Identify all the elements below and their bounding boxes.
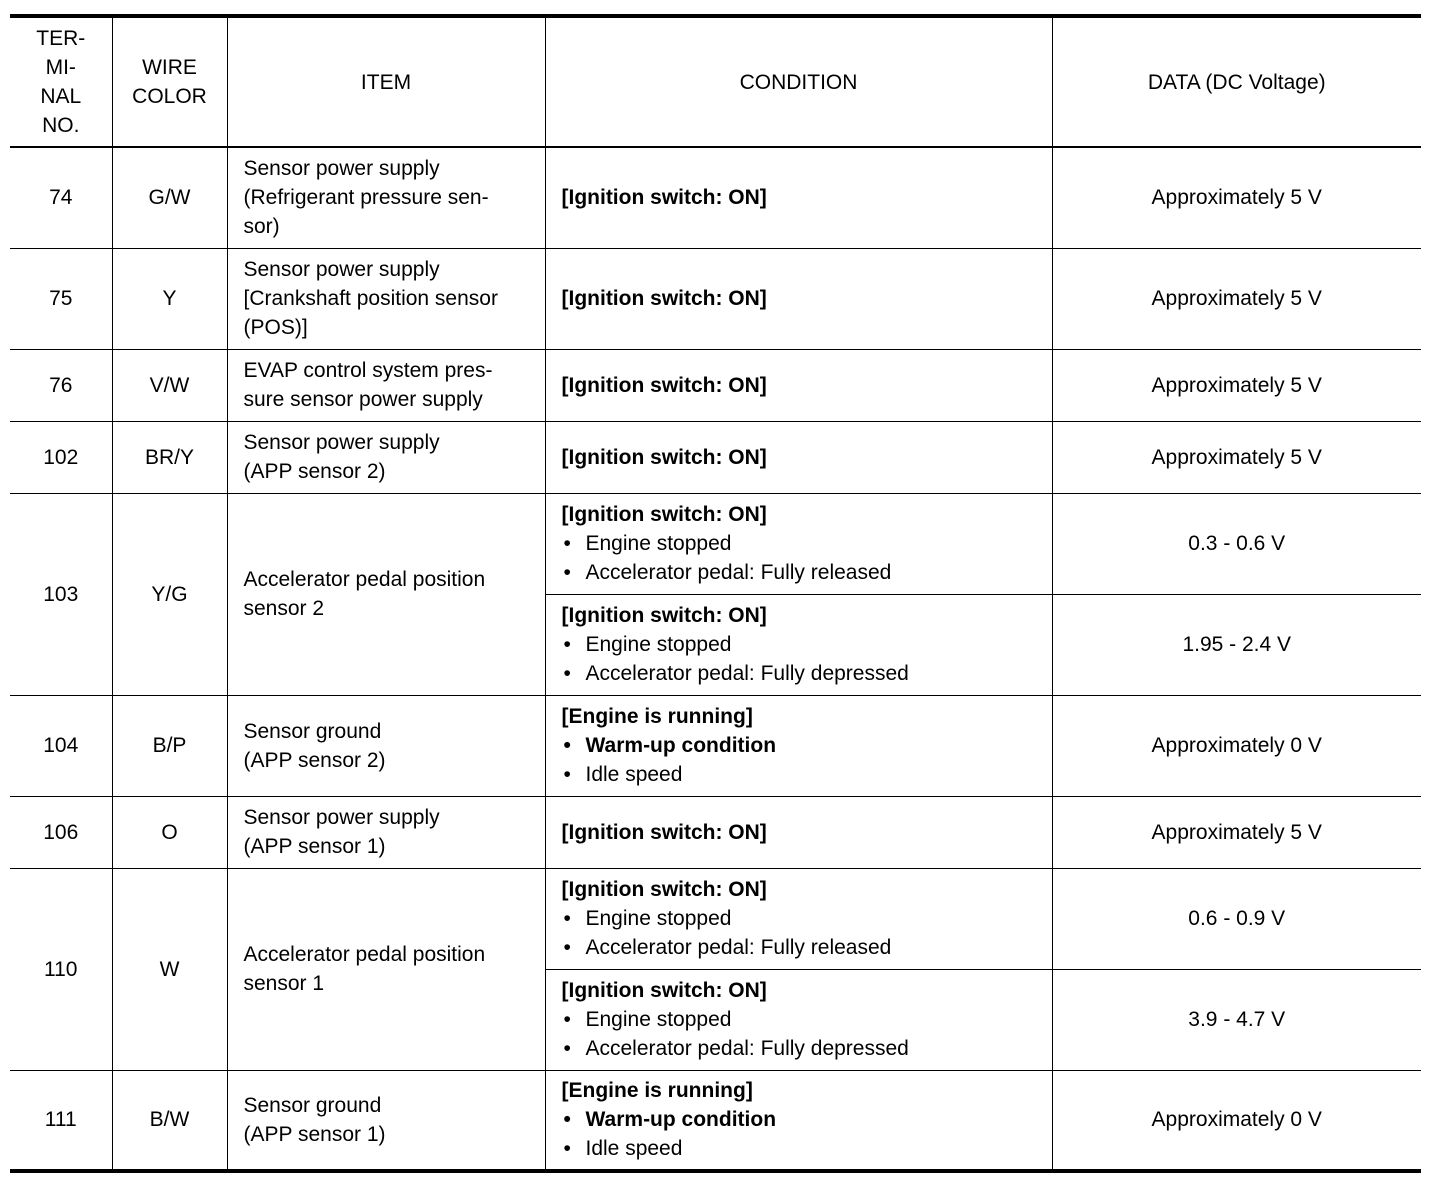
table-row	[10, 493, 1421, 594]
table-body	[10, 147, 1421, 1171]
wire-color: O	[112, 796, 227, 868]
condition-title: [Ignition switch: ON]	[561, 503, 767, 526]
table-row	[10, 868, 1421, 969]
data-voltage: Approximately 5 V	[1052, 248, 1421, 349]
table-row	[10, 248, 1421, 349]
condition-cell	[545, 493, 1052, 594]
condition-title: [Ignition switch: ON]	[561, 820, 767, 844]
wire-color: BR/Y	[112, 421, 227, 493]
data-voltage: Approximately 5 V	[1052, 421, 1421, 493]
item-description: EVAP control system pres- sure sensor power supply	[227, 349, 545, 421]
condition-cell	[545, 594, 1052, 695]
item-description: Accelerator pedal position sensor 1	[227, 868, 545, 1070]
header-condition: CONDITION	[545, 16, 1052, 147]
condition-bullet: • Accelerator pedal: Fully released	[562, 558, 1044, 587]
data-voltage: Approximately 5 V	[1052, 147, 1421, 248]
header-data: DATA (DC Voltage)	[1052, 16, 1421, 147]
data-voltage: Approximately 0 V	[1052, 695, 1421, 796]
condition-bullet: • Engine stopped	[562, 904, 1044, 933]
condition-title: [Ignition switch: ON]	[561, 445, 767, 469]
condition-bullets	[562, 1105, 1044, 1163]
item-description: Sensor power supply (APP sensor 1)	[227, 796, 545, 868]
condition-cell	[545, 421, 1052, 493]
table-row	[10, 421, 1421, 493]
table-row	[10, 1070, 1421, 1171]
condition-bullet: • Engine stopped	[562, 630, 1044, 659]
terminal-number: 103	[10, 493, 112, 695]
terminal-number: 76	[10, 349, 112, 421]
item-description: Sensor power supply [Crankshaft position sensor (POS)]	[227, 248, 545, 349]
terminal-number: 106	[10, 796, 112, 868]
condition-title: [Engine is running]	[561, 705, 753, 728]
terminal-number: 110	[10, 868, 112, 1070]
terminal-number: 104	[10, 695, 112, 796]
header-wire-color: WIRE COLOR	[112, 16, 227, 147]
terminal-number: 111	[10, 1070, 112, 1171]
condition-cell	[545, 1070, 1052, 1171]
condition-bullet: • Engine stopped	[562, 1005, 1044, 1034]
condition-bullet: • Engine stopped	[562, 529, 1044, 558]
condition-cell	[545, 248, 1052, 349]
condition-bullet: • Accelerator pedal: Fully released	[562, 933, 1044, 962]
condition-bullets	[562, 1005, 1044, 1063]
condition-bullets	[562, 529, 1044, 587]
condition-bullet: • Idle speed	[562, 760, 1044, 789]
condition-title: [Ignition switch: ON]	[561, 979, 767, 1002]
condition-bullet: • Accelerator pedal: Fully depressed	[562, 659, 1044, 688]
table-row	[10, 147, 1421, 248]
terminal-number: 74	[10, 147, 112, 248]
data-voltage: Approximately 5 V	[1052, 796, 1421, 868]
condition-bullet: • Warm-up condition	[562, 1105, 1044, 1134]
item-description: Sensor ground (APP sensor 2)	[227, 695, 545, 796]
wire-color: Y/G	[112, 493, 227, 695]
data-voltage: 0.3 - 0.6 V	[1052, 493, 1421, 594]
condition-bullets	[562, 731, 1044, 789]
wire-color: V/W	[112, 349, 227, 421]
condition-bullet: • Accelerator pedal: Fully depressed	[562, 1034, 1044, 1063]
condition-cell	[545, 349, 1052, 421]
condition-title: [Ignition switch: ON]	[561, 878, 767, 901]
wire-color: B/W	[112, 1070, 227, 1171]
header-terminal: TER- MI- NAL NO.	[10, 16, 112, 147]
condition-cell	[545, 969, 1052, 1070]
condition-title: [Ignition switch: ON]	[561, 373, 767, 397]
table-row	[10, 796, 1421, 868]
item-description: Sensor power supply (Refrigerant pressure sen- sor)	[227, 147, 545, 248]
condition-cell	[545, 796, 1052, 868]
item-description: Sensor ground (APP sensor 1)	[227, 1070, 545, 1171]
condition-cell	[545, 695, 1052, 796]
condition-title: [Engine is running]	[561, 1079, 753, 1103]
data-voltage: 3.9 - 4.7 V	[1052, 969, 1421, 1070]
wire-color: B/P	[112, 695, 227, 796]
header-row	[10, 16, 1421, 147]
table-row	[10, 349, 1421, 421]
condition-bullets	[562, 630, 1044, 688]
condition-title: [Ignition switch: ON]	[561, 287, 767, 310]
header-item: ITEM	[227, 16, 545, 147]
condition-title: [Ignition switch: ON]	[561, 604, 767, 627]
condition-bullets	[562, 904, 1044, 962]
condition-title: [Ignition switch: ON]	[561, 186, 767, 210]
condition-bullet: • Idle speed	[562, 1134, 1044, 1163]
wire-color: G/W	[112, 147, 227, 248]
terminal-number: 102	[10, 421, 112, 493]
data-voltage: 0.6 - 0.9 V	[1052, 868, 1421, 969]
wire-color: Y	[112, 248, 227, 349]
data-voltage: 1.95 - 2.4 V	[1052, 594, 1421, 695]
data-voltage: Approximately 0 V	[1052, 1070, 1421, 1171]
terminal-number: 75	[10, 248, 112, 349]
wire-color: W	[112, 868, 227, 1070]
condition-cell	[545, 868, 1052, 969]
condition-cell	[545, 147, 1052, 248]
table-row	[10, 695, 1421, 796]
item-description: Sensor power supply (APP sensor 2)	[227, 421, 545, 493]
condition-bullet: • Warm-up condition	[562, 731, 1044, 760]
item-description: Accelerator pedal position sensor 2	[227, 493, 545, 695]
terminal-spec-table	[10, 14, 1421, 1173]
data-voltage: Approximately 5 V	[1052, 349, 1421, 421]
